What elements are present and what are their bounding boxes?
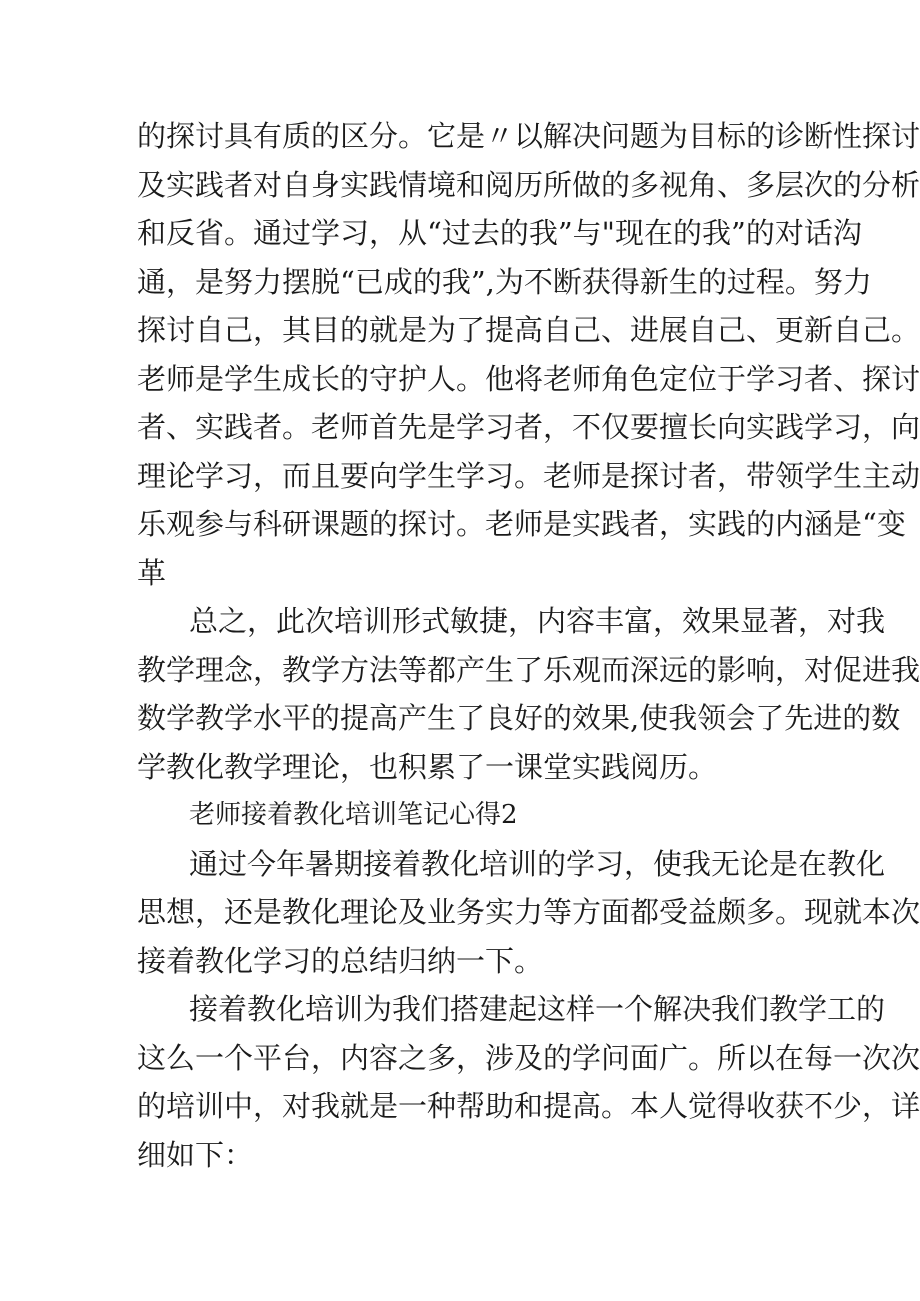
text-line: 学教化教学理论，也积累了一课堂实践阅历。 bbox=[137, 749, 718, 784]
text-line: 和反省。通过学习，从“过去的我”与"现在的我”的对话沟 bbox=[137, 216, 862, 250]
section-heading: 老师接着教化培训笔记心得2 bbox=[189, 800, 518, 830]
text-line: 通，是努力摆脱“已成的我”,为不断获得新生的过程。努力 bbox=[137, 264, 872, 299]
text-line: 细如下： bbox=[137, 1137, 254, 1172]
text-line: 乐观参与科研课题的探讨。老师是实践者，实践的内涵是“变 bbox=[137, 507, 906, 541]
text-line: 及实践者对自身实践情境和阅历所做的多视角、多层次的分析 bbox=[137, 167, 920, 202]
text-line: 理论学习，而且要向学生学习。老师是探讨者，带领学生主动 bbox=[137, 458, 920, 493]
document-body bbox=[137, 112, 920, 1179]
text-line: 革 bbox=[137, 555, 167, 590]
paragraph-start-line: 通过今年暑期接着教化培训的学习，使我无论是在教化 bbox=[189, 846, 886, 881]
text-line: 者、实践者。老师首先是学习者，不仅要擅长向实践学习，向 bbox=[137, 410, 920, 444]
paragraph-start-line: 总之，此次培训形式敏捷，内容丰富，效果显著，对我 bbox=[189, 604, 886, 638]
text-line: 的探讨具有质的区分。它是〃以解决问题为目标的诊断性探讨 bbox=[137, 119, 920, 153]
text-line: 探讨自己，其目的就是为了提高自己、进展自己、更新自己。 bbox=[137, 313, 920, 347]
text-line: 这么一个平台，内容之多，涉及的学问面广。所以在每一次次 bbox=[137, 1040, 920, 1075]
paragraph-start-line: 接着教化培训为我们搭建起这样一个解决我们教学工的 bbox=[189, 992, 886, 1026]
text-line: 接着教化学习的总结归纳一下。 bbox=[137, 943, 544, 978]
text-line: 的培训中，对我就是一种帮助和提高。本人觉得收获不少，详 bbox=[137, 1089, 920, 1123]
text-line: 教学理念，教学方法等都产生了乐观而深远的影响，对促进我 bbox=[137, 652, 920, 687]
text-line: 老师是学生成长的守护人。他将老师角色定位于学习者、探讨 bbox=[137, 361, 920, 396]
text-line: 数学教学水平的提高产生了良好的效果,使我领会了先进的数 bbox=[137, 701, 901, 735]
text-line: 思想，还是教化理论及业务实力等方面都受益颇多。现就本次 bbox=[137, 895, 920, 929]
